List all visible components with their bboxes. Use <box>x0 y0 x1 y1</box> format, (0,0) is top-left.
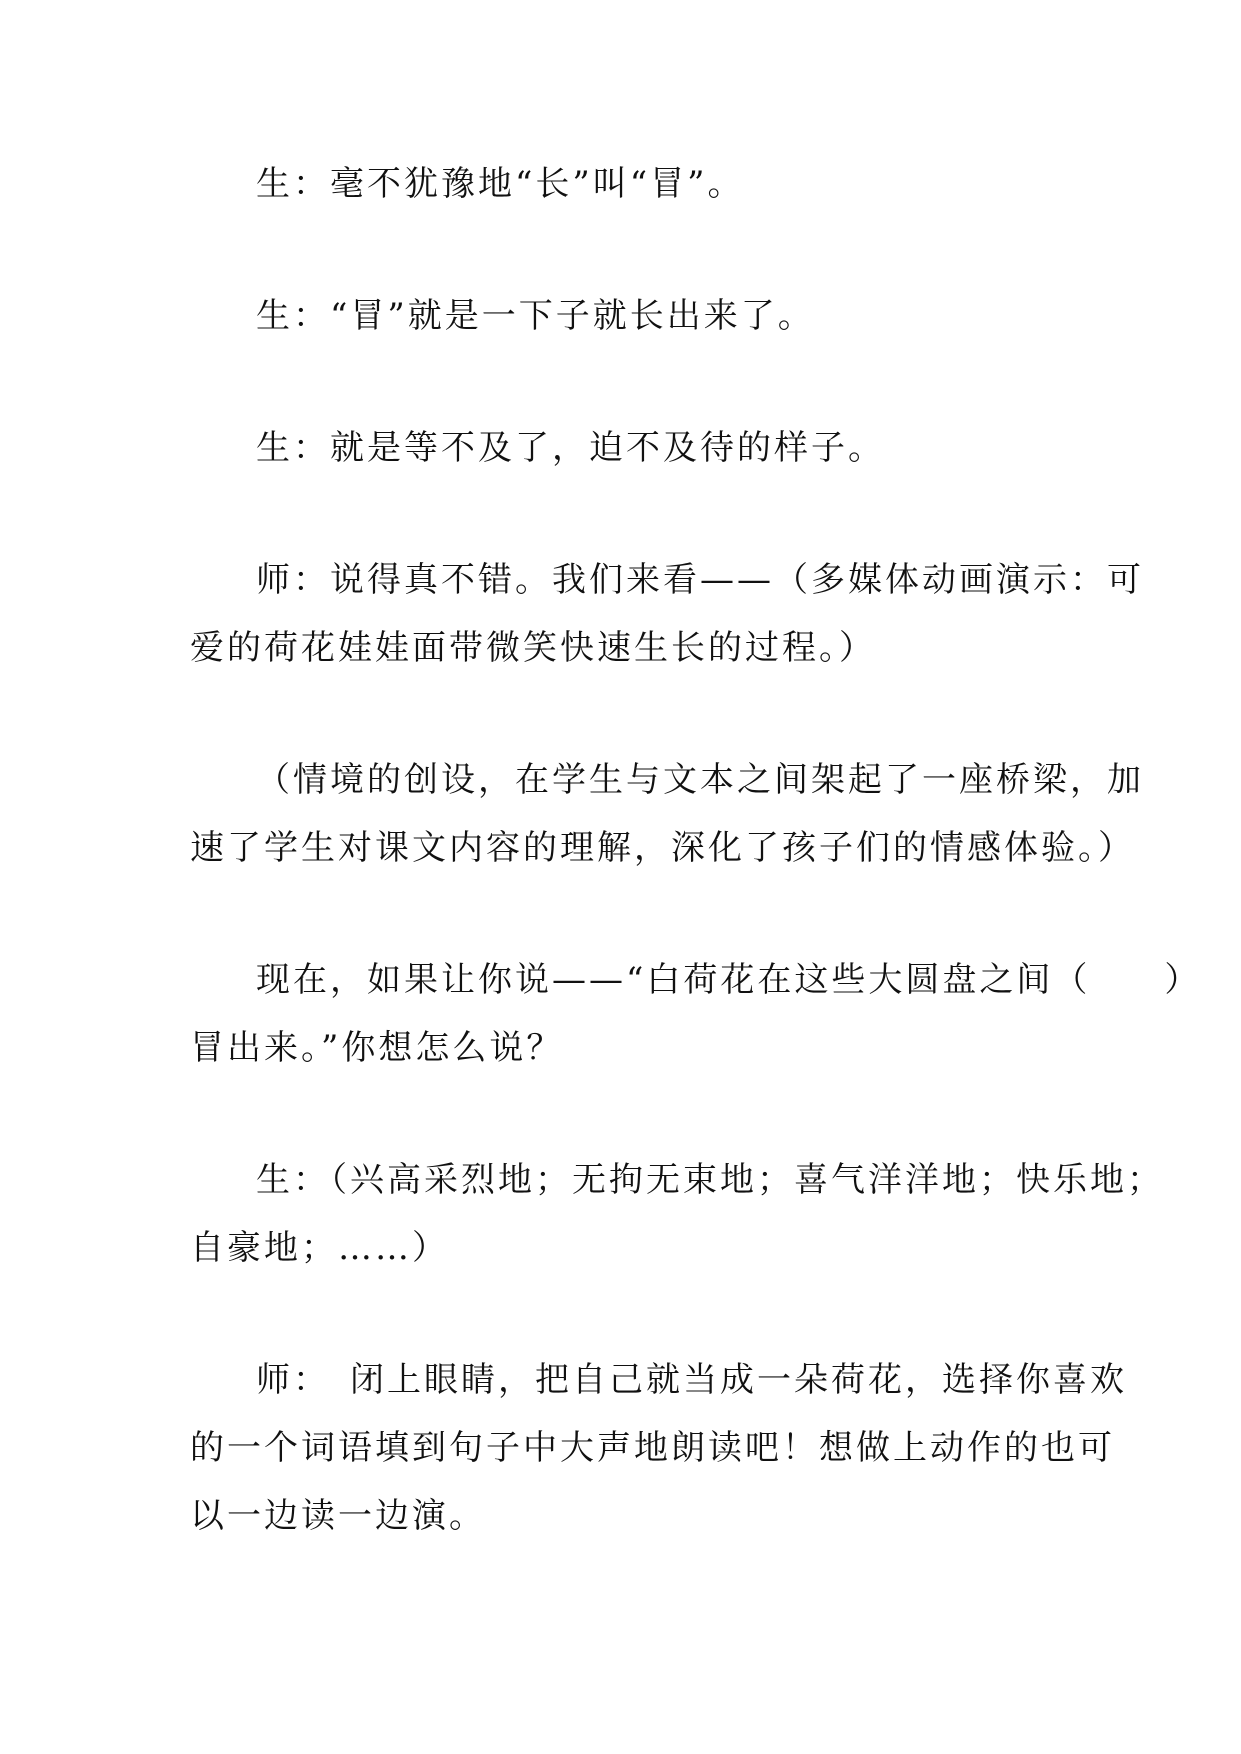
paragraph-line: 生：就是等不及了，迫不及待的样子。 <box>256 428 885 468</box>
paragraph-line: 师： 闭上眼睛，把自己就当成一朵荷花，选择你喜欢 <box>256 1360 1127 1400</box>
paragraph-8 <box>190 1346 1127 1550</box>
paragraph-5 <box>190 746 1144 882</box>
paragraph-line: 自豪地；……） <box>190 1228 449 1268</box>
paragraph-4 <box>190 546 1144 682</box>
paragraph-1 <box>190 150 1050 218</box>
paragraph-line: 速了学生对课文内容的理解，深化了孩子们的情感体验。） <box>190 828 1135 868</box>
paragraph-line: 师：说得真不错。我们来看——（多媒体动画演示：可 <box>256 560 1144 600</box>
paragraph-line: 的一个词语填到句子中大声地朗读吧！想做上动作的也可 <box>190 1428 1115 1468</box>
paragraph-7 <box>190 1146 1164 1282</box>
paragraph-line: 以一边读一边演。 <box>190 1496 486 1536</box>
paragraph-line: 现在，如果让你说——“白荷花在这些大圆盘之间（ ） <box>256 960 1202 1000</box>
paragraph-2 <box>190 282 1050 350</box>
paragraph-3 <box>190 414 1050 482</box>
paragraph-line: 爱的荷花娃娃面带微笑快速生长的过程。） <box>190 628 876 668</box>
paragraph-line: 生：“冒”就是一下子就长出来了。 <box>256 296 815 336</box>
paragraph-6 <box>190 946 1202 1082</box>
paragraph-line: （情境的创设，在学生与文本之间架起了一座桥梁，加 <box>256 760 1144 800</box>
paragraph-line: 生：（兴高采烈地；无拘无束地；喜气洋洋地；快乐地； <box>256 1160 1164 1200</box>
paragraph-line: 冒出来。”你想怎么说？ <box>190 1028 564 1068</box>
paragraph-line: 生：毫不犹豫地“长”叫“冒”。 <box>256 164 745 204</box>
